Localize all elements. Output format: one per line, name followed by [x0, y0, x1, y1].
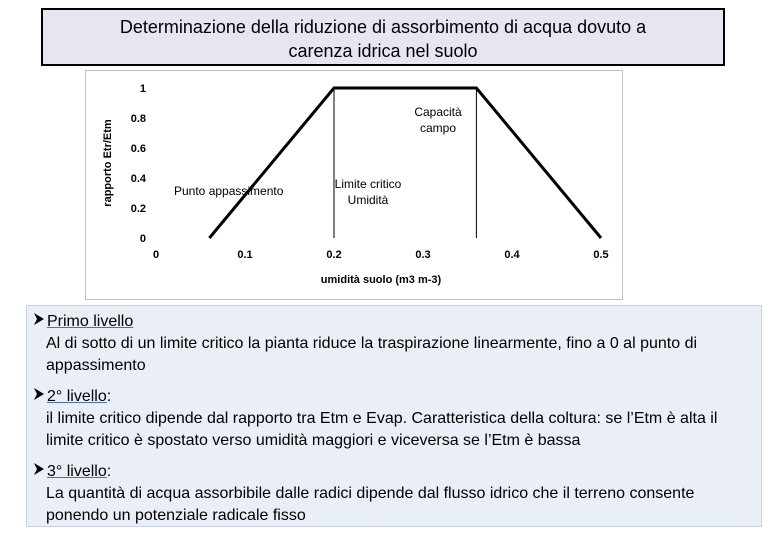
- y-tick-label: 0.4: [130, 173, 146, 185]
- x-tick-label: 0.1: [237, 249, 253, 261]
- item-text: il limite critico dipende dal rapporto tra Etm e Evap. Caratteristica della coltura: se l’Etm è alta il limite critico è spostato verso umidità maggiori e viceversa se l’Etm è bassa: [46, 410, 718, 449]
- item-heading: 2° livello: [47, 388, 107, 405]
- x-tick-label: 0: [152, 249, 160, 261]
- item-text: Al di sotto di un limite critico la pianta riduce la traspirazione linearmente, fino a 0 al punto di appassimento: [46, 335, 698, 374]
- item-heading: Primo livello: [47, 313, 134, 330]
- item-heading-suffix: :: [106, 463, 112, 480]
- y-tick-label: 1: [139, 83, 146, 95]
- annotation-punto-appassimento: Punto appassimento: [174, 184, 284, 198]
- x-tick-label: 0.5: [593, 249, 609, 261]
- annotation-limite-critico: Limite critico: [334, 177, 402, 191]
- x-axis-label: umidità suolo (m3 m-3): [320, 274, 442, 286]
- y-axis-label: rapporto Etr/Etm: [102, 119, 114, 207]
- annotation-campo: campo: [419, 121, 457, 135]
- x-tick-label: 0.4: [504, 249, 520, 261]
- list-item-primo-livello: [33, 311, 757, 377]
- text-box: [26, 305, 762, 527]
- annotation-umidita: Umidità: [347, 193, 389, 207]
- item-text: La quantità di acqua assorbibile dalle radici dipende dal flusso idrico che il terreno consente ponendo un potenziale radicale fisso: [46, 485, 695, 524]
- title-box: [41, 8, 725, 66]
- arrow-bullet-icon: [33, 386, 47, 408]
- annotation-capacita: Capacità: [414, 105, 462, 119]
- item-heading: 3° livello: [47, 463, 107, 480]
- list-item-terzo-livello: [33, 461, 757, 527]
- arrow-bullet-icon: [33, 461, 47, 483]
- y-tick-label: 0.6: [130, 143, 146, 155]
- list-item-secondo-livello: [33, 386, 757, 452]
- title-line-2: carenza idrica nel suolo: [288, 41, 478, 61]
- item-heading-suffix: :: [106, 388, 112, 405]
- chart-frame: [85, 70, 623, 300]
- x-tick-label: 0.2: [326, 249, 342, 261]
- arrow-bullet-icon: [33, 311, 47, 333]
- y-tick-label: 0.2: [130, 203, 146, 215]
- x-tick-label: 0.3: [415, 249, 431, 261]
- y-tick-label: 0.8: [130, 113, 146, 125]
- chart: [86, 71, 624, 301]
- title-line-1: Determinazione della riduzione di assorbimento di acqua dovuto a: [119, 17, 647, 37]
- y-tick-label: 0: [139, 233, 146, 245]
- series-line: [209, 88, 601, 238]
